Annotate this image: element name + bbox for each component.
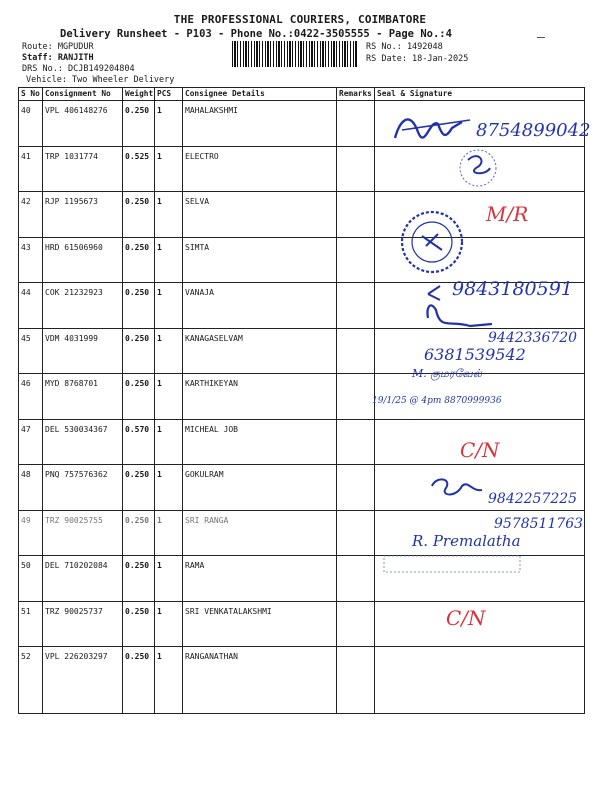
handwritten-phone-49: 9842257225	[488, 491, 578, 507]
remarks-cell	[337, 601, 375, 647]
remarks-cell	[337, 328, 375, 374]
remarks-cell	[337, 146, 375, 192]
remarks-cell	[337, 556, 375, 602]
seal-signature-cell	[375, 237, 585, 283]
table-header-row	[19, 88, 585, 101]
staff-line	[22, 53, 94, 63]
handwritten-cn-48: C/N	[460, 438, 500, 462]
consignment-cell: VPL 226203297	[43, 647, 123, 714]
consignee-cell: KARTHIKEYAN	[183, 374, 337, 420]
pcs-cell: 1	[155, 510, 183, 556]
consignee-cell: KANAGASELVAM	[183, 328, 337, 374]
pcs-cell: 1	[155, 647, 183, 714]
consignee-cell: GOKULRAM	[183, 465, 337, 511]
handwritten-phone-40: 8754899042	[476, 120, 591, 141]
weight-cell: 0.525	[123, 146, 155, 192]
pcs-cell: 1	[155, 101, 183, 147]
consignee-cell: SIMTA	[183, 237, 337, 283]
consignment-cell: COK 21232923	[43, 283, 123, 329]
runsheet-title: Delivery Runsheet - P103 - Phone No.:0422-3505555 - Page No.:4	[60, 28, 452, 40]
seal-signature-cell	[375, 556, 585, 602]
pcs-cell: 1	[155, 556, 183, 602]
rs-date: RS Date: 18-Jan-2025	[366, 54, 469, 64]
pcs-cell: 1	[155, 419, 183, 465]
remarks-cell	[337, 283, 375, 329]
table-row	[19, 237, 585, 283]
weight-cell: 0.250	[123, 510, 155, 556]
remarks-cell	[337, 465, 375, 511]
sno-cell: 43	[19, 237, 43, 283]
handwritten-mr-43: M/R	[486, 202, 529, 226]
weight-cell: 0.250	[123, 283, 155, 329]
pcs-cell: 1	[155, 465, 183, 511]
seal-signature-cell	[375, 146, 585, 192]
handwritten-phone-44: 9843180591	[452, 278, 573, 300]
staff-label: Staff:	[22, 53, 53, 63]
sno-cell: 49	[19, 510, 43, 556]
sno-cell: 48	[19, 465, 43, 511]
consignee-cell: ELECTRO	[183, 146, 337, 192]
pcs-cell: 1	[155, 601, 183, 647]
remarks-cell	[337, 510, 375, 556]
weight-cell: 0.250	[123, 647, 155, 714]
scan-mark	[537, 37, 545, 38]
remarks-cell	[337, 419, 375, 465]
consignment-cell: VPL 406148276	[43, 101, 123, 147]
consignment-cell: VDM 4031999	[43, 328, 123, 374]
col-seal-signature: Seal & Signature	[375, 88, 585, 101]
remarks-cell	[337, 101, 375, 147]
consignee-cell: RAMA	[183, 556, 337, 602]
vehicle-type: Vehicle: Two Wheeler Delivery	[26, 75, 175, 85]
weight-cell: 0.250	[123, 374, 155, 420]
table-row	[19, 647, 585, 714]
weight-cell: 0.250	[123, 192, 155, 238]
sno-cell: 47	[19, 419, 43, 465]
col-consignee: Consignee Details	[183, 88, 337, 101]
pcs-cell: 1	[155, 192, 183, 238]
table-row	[19, 146, 585, 192]
consignment-cell: TRP 1031774	[43, 146, 123, 192]
pcs-cell: 1	[155, 283, 183, 329]
handwritten-name-51: R. Premalatha	[412, 532, 521, 550]
col-weight: Weight	[123, 88, 155, 101]
col-consignment: Consignment No	[43, 88, 123, 101]
handwritten-phone-45: 9442336720	[488, 330, 578, 346]
weight-cell: 0.250	[123, 601, 155, 647]
consignment-cell: RJP 1195673	[43, 192, 123, 238]
consignment-cell: DEL 710202084	[43, 556, 123, 602]
consignee-cell: SELVA	[183, 192, 337, 238]
pcs-cell: 1	[155, 237, 183, 283]
seal-signature-cell	[375, 192, 585, 238]
weight-cell: 0.250	[123, 465, 155, 511]
weight-cell: 0.250	[123, 237, 155, 283]
sno-cell: 46	[19, 374, 43, 420]
seal-signature-cell	[375, 647, 585, 714]
consignee-cell: RANGANATHAN	[183, 647, 337, 714]
weight-cell: 0.250	[123, 556, 155, 602]
col-sno: S No	[19, 88, 43, 101]
consignment-cell: PNQ 757576362	[43, 465, 123, 511]
table-row	[19, 556, 585, 602]
remarks-cell	[337, 192, 375, 238]
sno-cell: 41	[19, 146, 43, 192]
sno-cell: 42	[19, 192, 43, 238]
pcs-cell: 1	[155, 374, 183, 420]
handwritten-phone-50: 9578511763	[494, 516, 584, 532]
sno-cell: 40	[19, 101, 43, 147]
remarks-cell	[337, 647, 375, 714]
consignment-cell: MYD 8768701	[43, 374, 123, 420]
rs-number: RS No.: 1492048	[366, 42, 443, 52]
consignee-cell: SRI VENKATALAKSHMI	[183, 601, 337, 647]
handwritten-cn-52: C/N	[446, 606, 486, 630]
barcode	[232, 41, 358, 67]
col-remarks: Remarks	[337, 88, 375, 101]
table-row	[19, 601, 585, 647]
sno-cell: 44	[19, 283, 43, 329]
pcs-cell: 1	[155, 328, 183, 374]
handwritten-phone-46: 6381539542	[424, 345, 526, 364]
weight-cell: 0.570	[123, 419, 155, 465]
sno-cell: 45	[19, 328, 43, 374]
consignee-cell: MAHALAKSHMI	[183, 101, 337, 147]
pcs-cell: 1	[155, 146, 183, 192]
weight-cell: 0.250	[123, 328, 155, 374]
remarks-cell	[337, 237, 375, 283]
consignee-cell: SRI RANGA	[183, 510, 337, 556]
staff-name: RANJITH	[57, 53, 94, 63]
sno-cell: 51	[19, 601, 43, 647]
sno-cell: 52	[19, 647, 43, 714]
consignment-cell: HRD 61506960	[43, 237, 123, 283]
consignee-cell: VANAJA	[183, 283, 337, 329]
sno-cell: 50	[19, 556, 43, 602]
consignment-cell: TRZ 90025737	[43, 601, 123, 647]
handwritten-note-47: 19/1/25 @ 4pm 8870999936	[372, 396, 502, 406]
consignment-cell: DEL 530034367	[43, 419, 123, 465]
consignee-cell: MICHEAL JOB	[183, 419, 337, 465]
remarks-cell	[337, 374, 375, 420]
company-title: THE PROFESSIONAL COURIERS, COIMBATORE	[173, 13, 427, 26]
col-pcs: PCS	[155, 88, 183, 101]
drs-number: DRS No.: DCJB149204804	[22, 64, 135, 74]
route-label: Route: MGPUDUR	[22, 42, 94, 52]
weight-cell: 0.250	[123, 101, 155, 147]
handwritten-name-46: M. குமரவேல்	[412, 367, 482, 380]
consignment-cell: TRZ 90025755	[43, 510, 123, 556]
